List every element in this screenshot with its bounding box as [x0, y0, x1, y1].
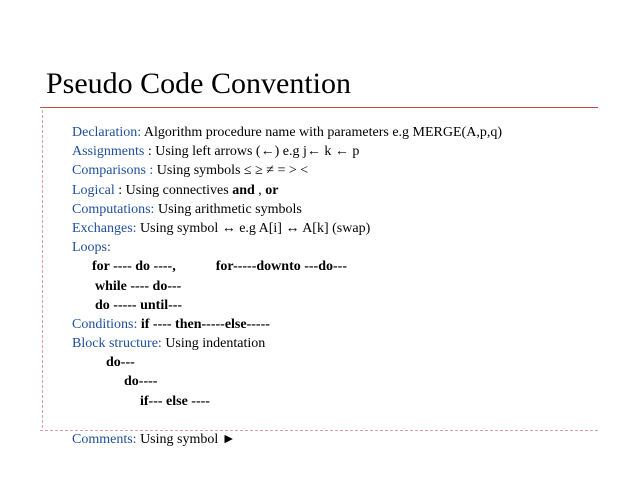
content-left-border — [42, 110, 43, 428]
block-level2: do---- — [124, 374, 158, 390]
comparisons-keyword: Comparisons : — [72, 163, 154, 179]
block-structure-line — [72, 334, 612, 353]
declaration-keyword: Declaration: — [72, 125, 142, 140]
declaration-text: Algorithm procedure name with parameters e.g MERGE(A,p,q) — [141, 125, 502, 140]
computations-text: Using arithmetic symbols — [154, 201, 302, 217]
comments-keyword: Comments: — [72, 432, 137, 447]
loops-line — [72, 238, 612, 257]
exchanges-keyword: Exchanges: — [72, 220, 137, 236]
exchanges-text: Using symbol ↔ e.g A[i] ↔ A[k] (swap) — [136, 220, 371, 236]
slide-title: Pseudo Code Convention — [46, 67, 351, 100]
assignments-line — [72, 142, 612, 161]
computations-keyword: Computations: — [72, 201, 155, 217]
comparisons-text: Using symbols ≤ ≥ ≠ = > < — [153, 163, 309, 179]
block-level1: do--- — [106, 355, 135, 371]
block-structure-keyword: Block structure: — [72, 336, 162, 352]
logical-sep: , — [254, 182, 266, 198]
declaration-line — [72, 123, 612, 142]
logical-or: or — [265, 182, 279, 198]
comments-text: Using symbol ► — [136, 432, 236, 447]
conditions-text: if ---- then-----else----- — [140, 316, 270, 332]
computations-line — [72, 200, 612, 219]
blank-line — [72, 411, 612, 430]
conditions-line — [72, 315, 612, 334]
loops-keyword: Loops: — [72, 240, 111, 256]
assignments-text: : Using left arrows (←) e.g j← k ← p — [144, 144, 360, 160]
assignments-keyword: Assignments — [72, 144, 145, 160]
loop-while-line: while ---- do--- — [95, 278, 182, 294]
title-divider — [40, 107, 598, 108]
conditions-keyword: Conditions: — [72, 316, 138, 332]
loop-until-line: do ----- until--- — [95, 297, 183, 313]
logical-keyword: Logical — [72, 182, 115, 198]
logical-text: : Using connectives — [114, 182, 233, 198]
logical-line — [72, 181, 612, 200]
loop-for-do: for ---- do ----, — [92, 259, 176, 275]
loop-for-downto: for-----downto ---do--- — [215, 259, 347, 275]
logical-and: and — [232, 182, 255, 198]
block-structure-text: Using indentation — [161, 336, 266, 352]
loop-for-line — [72, 257, 612, 276]
exchanges-line — [72, 219, 612, 238]
comments-line — [72, 430, 612, 449]
comparisons-line — [72, 161, 612, 180]
slide-body — [72, 123, 612, 449]
block-level3: if--- else ---- — [140, 393, 210, 409]
